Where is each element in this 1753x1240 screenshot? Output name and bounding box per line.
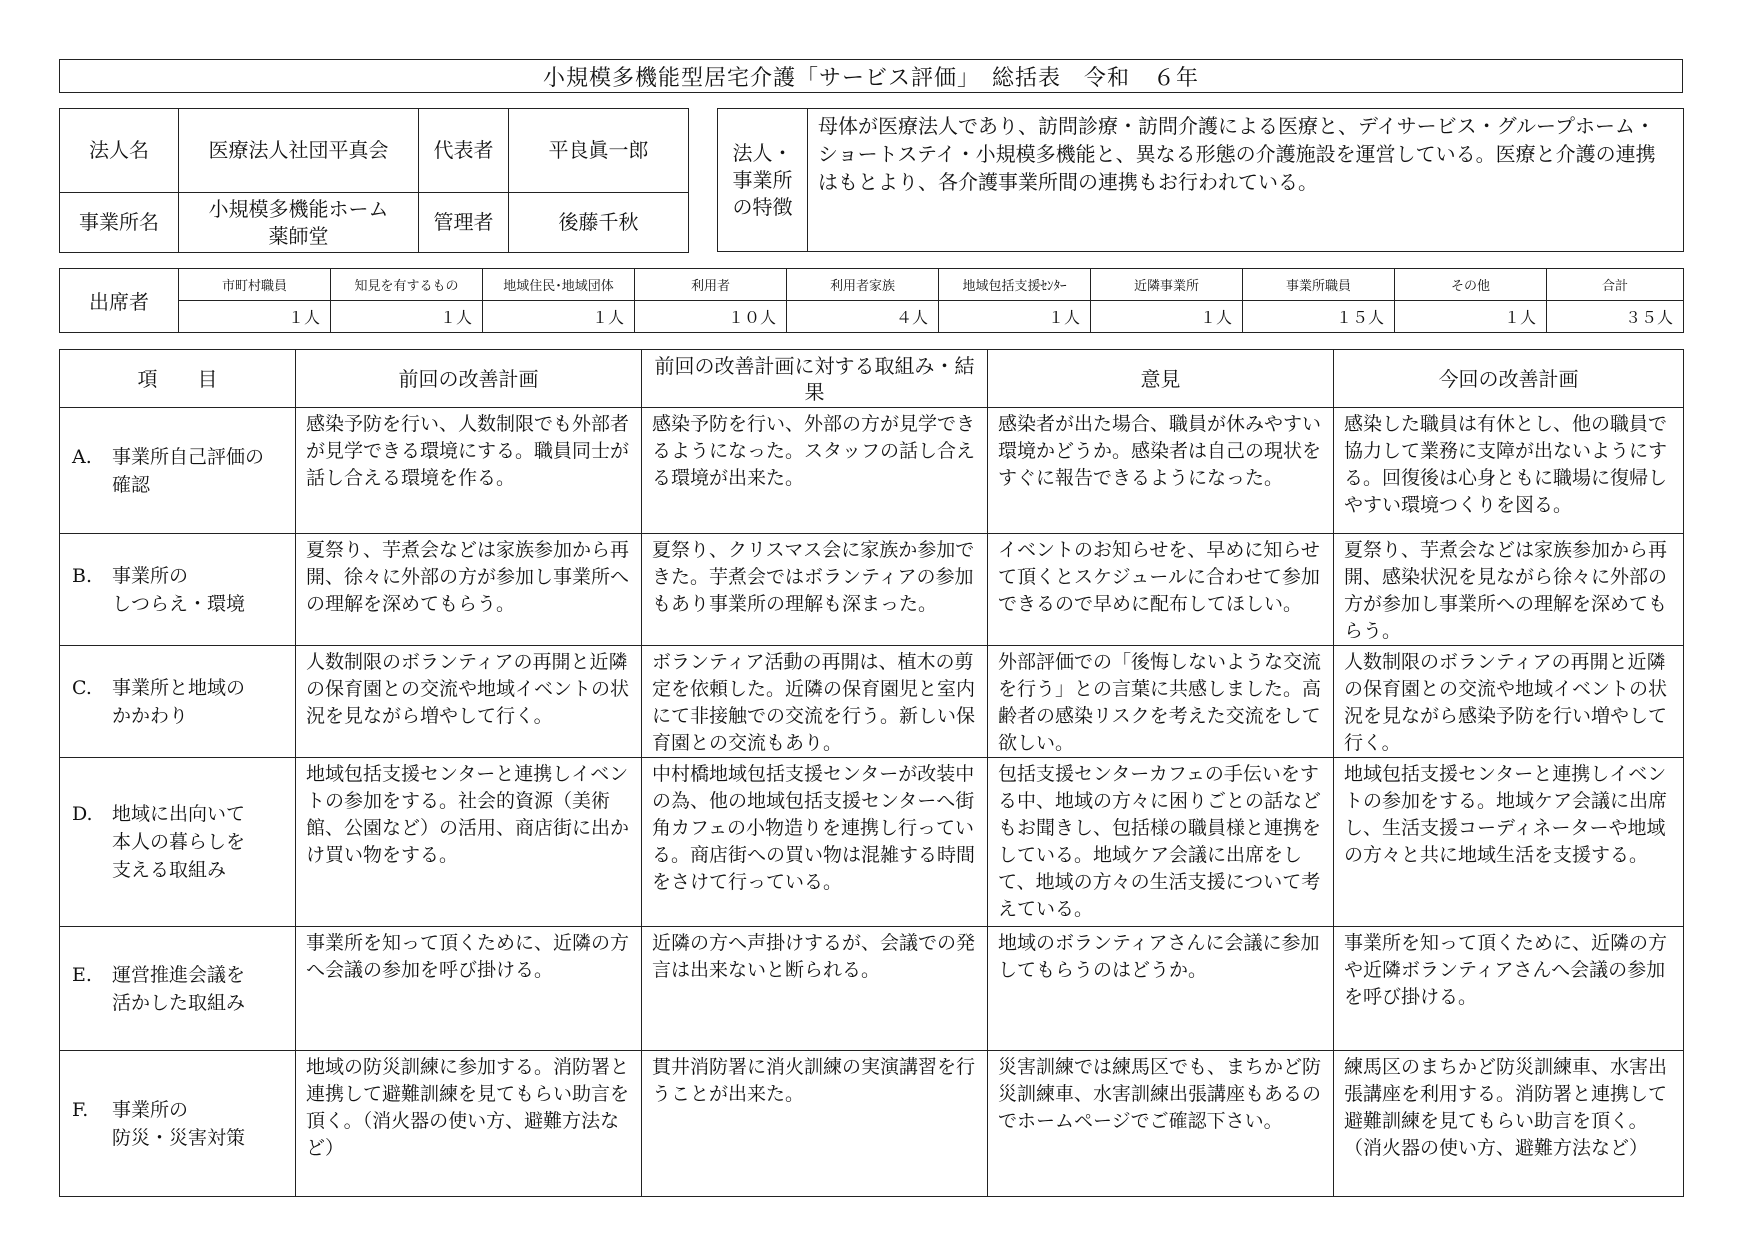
attendee-category: 地域住民･地域団体 <box>483 269 635 301</box>
attendee-category: 近隣事業所 <box>1091 269 1243 301</box>
row-prev-plan: 夏祭り、芋煮会などは家族参加から再開、徐々に外部の方が参加し事業所への理解を深めてもらう。 <box>296 534 642 646</box>
attendee-count: １人 <box>1395 301 1547 333</box>
row-new-plan: 事業所を知って頂くために、近隣の方や近隣ボランティアさんへ会議の参加を呼び掛ける。 <box>1334 927 1684 1051</box>
row-item-line: 事業所自己評価の <box>112 445 265 468</box>
row-action: ボランティア活動の再開は、植木の剪定を依頼した。近隣の保育園児と室内にて非接触での交流を行う。新しい保育園との交流もあり。 <box>642 646 988 758</box>
row-item <box>60 646 296 758</box>
office-name-value <box>179 193 419 253</box>
attendee-category: 知見を有するもの <box>331 269 483 301</box>
features-label-line: の特徴 <box>732 194 793 219</box>
attendee-category: 合計 <box>1547 269 1684 301</box>
attendee-category: その他 <box>1395 269 1547 301</box>
row-action: 近隣の方へ声掛けするが、会議での発言は出来ないと断られる。 <box>642 927 988 1051</box>
attendees-label: 出席者 <box>60 269 179 333</box>
attendee-count: １５人 <box>1243 301 1395 333</box>
row-action: 中村橋地域包括支援センターが改装中の為、他の地域包括支援センターへ街角カフェの小物造りを連携し行っている。商店街への買い物は混雑する時間をさけて行っている。 <box>642 758 988 927</box>
row-item-line: 運営推進会議を <box>112 963 246 986</box>
row-letter: B. <box>72 564 93 587</box>
row-opinion: イベントのお知らせを、早めに知らせて頂くとスケジュールに合わせて参加できるので早めに配布してほしい。 <box>988 534 1334 646</box>
attendees-table <box>59 268 1684 333</box>
attendee-category: 市町村職員 <box>179 269 331 301</box>
header-prev-plan: 前回の改善計画 <box>296 350 642 408</box>
representative-value: 平良眞一郎 <box>509 109 689 193</box>
row-item-line: しつらえ・環境 <box>112 592 246 615</box>
attendee-count: １人 <box>483 301 635 333</box>
row-prev-plan: 地域包括支援センターと連携しイベントの参加をする。社会的資源（美術館、公園など）の活用、商店街に出かけ買い物をする。 <box>296 758 642 927</box>
manager-label: 管理者 <box>419 193 509 253</box>
table-row <box>60 1051 1684 1197</box>
features-label-line: 法人・ <box>732 140 793 165</box>
row-item <box>60 534 296 646</box>
row-item-line: 支える取組み <box>112 859 227 881</box>
row-letter: F. <box>72 1098 89 1121</box>
table-row <box>60 646 1684 758</box>
attendee-category: 利用者 <box>635 269 787 301</box>
attendee-count: １人 <box>179 301 331 333</box>
row-new-plan: 夏祭り、芋煮会などは家族参加から再開、感染状況を見ながら徐々に外部の方が参加し事業所への理解を深めてもらう。 <box>1334 534 1684 646</box>
features-label <box>718 109 808 252</box>
features-table <box>717 108 1684 252</box>
row-prev-plan: 感染予防を行い、人数制限でも外部者が見学できる環境にする。職員同士が話し合える環境を作る。 <box>296 408 642 534</box>
row-item-line: 活かした取組み <box>112 991 246 1014</box>
row-item-line: 確認 <box>112 473 151 496</box>
row-action: 貫井消防署に消火訓練の実演講習を行うことが出来た。 <box>642 1051 988 1197</box>
row-prev-plan: 人数制限のボランティアの再開と近隣の保育園との交流や地域イベントの状況を見ながら増やして行く。 <box>296 646 642 758</box>
row-letter: E. <box>72 963 92 986</box>
features-text: 母体が医療法人であり、訪問診療・訪問介護による医療と、デイサービス・グループホーム・ショートステイ・小規模多機能と、異なる形態の介護施設を運営している。医療と介護の連携はもとより、各介護事業所間の連携もお行われている。 <box>808 109 1684 252</box>
attendee-category: 地域包括支援ｾﾝﾀｰ <box>939 269 1091 301</box>
header-item: 項 目 <box>60 350 296 408</box>
office-name-label: 事業所名 <box>60 193 179 253</box>
attendee-count: ４人 <box>787 301 939 333</box>
corp-name-value: 医療法人社団平真会 <box>179 109 419 193</box>
office-name-line: 薬師堂 <box>268 223 329 248</box>
attendee-category: 利用者家族 <box>787 269 939 301</box>
row-item <box>60 758 296 927</box>
row-item-line: 事業所の <box>112 564 189 587</box>
row-item-line: 事業所と地域の <box>112 676 246 699</box>
corporation-table <box>59 108 689 253</box>
row-new-plan: 人数制限のボランティアの再開と近隣の保育園との交流や地域イベントの状況を見ながら感染予防を行い増やして行く。 <box>1334 646 1684 758</box>
header-new-plan: 今回の改善計画 <box>1334 350 1684 408</box>
row-item-line: かかわり <box>112 704 189 727</box>
header-opinion: 意見 <box>988 350 1334 408</box>
features-label-line: 事業所 <box>732 167 793 192</box>
attendee-count: １人 <box>939 301 1091 333</box>
attendee-category: 事業所職員 <box>1243 269 1395 301</box>
table-row <box>60 534 1684 646</box>
office-name-line: 小規模多機能ホーム <box>208 196 389 221</box>
evaluation-table <box>59 349 1684 1197</box>
attendee-count: １０人 <box>635 301 787 333</box>
row-item <box>60 1051 296 1197</box>
row-opinion: 外部評価での「後悔しないような交流を行う」との言葉に共感しました。高齢者の感染リスクを考えた交流をして欲しい。 <box>988 646 1334 758</box>
row-letter: C. <box>72 676 92 699</box>
row-prev-plan: 地域の防災訓練に参加する。消防署と連携して避難訓練を見てもらい助言を頂く。（消火器の使い方、避難方法など） <box>296 1051 642 1197</box>
row-action: 夏祭り、クリスマス会に家族か参加できた。芋煮会ではボランティアの参加もあり事業所の理解も深まった。 <box>642 534 988 646</box>
row-new-plan: 練馬区のまちかど防災訓練車、水害出張講座を利用する。消防署と連携して避難訓練を見てもらい助言を頂く。（消火器の使い方、避難方法など） <box>1334 1051 1684 1197</box>
page-title <box>59 59 1683 93</box>
representative-label: 代表者 <box>419 109 509 193</box>
attendee-count: １人 <box>1091 301 1243 333</box>
corp-name-label: 法人名 <box>60 109 179 193</box>
row-new-plan: 地域包括支援センターと連携しイベントの参加をする。地域ケア会議に出席し、生活支援コーディネーターや地域の方々と共に地域生活を支援する。 <box>1334 758 1684 927</box>
row-item-line: 防災・災害対策 <box>112 1126 246 1149</box>
row-opinion: 地域のボランティアさんに会議に参加してもらうのはどうか。 <box>988 927 1334 1051</box>
row-letter: A. <box>72 445 92 468</box>
row-item-line: 事業所の <box>112 1098 189 1121</box>
row-prev-plan: 事業所を知って頂くために、近隣の方へ会議の参加を呼び掛ける。 <box>296 927 642 1051</box>
page-title-text: 小規模多機能型居宅介護「サービス評価」 総括表 令和 ６年 <box>542 65 1199 91</box>
row-new-plan: 感染した職員は有休とし、他の職員で協力して業務に支障が出ないようにする。回復後は心身ともに職場に復帰しやすい環境つくりを図る。 <box>1334 408 1684 534</box>
row-opinion: 災害訓練では練馬区でも、まちかど防災訓練車、水害訓練出張講座もあるのでホームページでご確認下さい。 <box>988 1051 1334 1197</box>
header-action: 前回の改善計画に対する取組み・結果 <box>642 350 988 408</box>
table-row <box>60 927 1684 1051</box>
row-item-line: 地域に出向いて <box>112 803 246 825</box>
row-item <box>60 927 296 1051</box>
table-row <box>60 408 1684 534</box>
attendee-count-total: ３５人 <box>1547 301 1684 333</box>
row-opinion: 包括支援センターカフェの手伝いをする中、地域の方々に困りごとの話などもお聞きし、包括様の職員様と連携をしている。地域ケア会議に出席をして、地域の方々の生活支援について考えている。 <box>988 758 1334 927</box>
row-opinion: 感染者が出た場合、職員が休みやすい環境かどうか。感染者は自己の現状をすぐに報告できるようになった。 <box>988 408 1334 534</box>
table-row <box>60 758 1684 927</box>
row-item <box>60 408 296 534</box>
manager-value: 後藤千秋 <box>509 193 689 253</box>
row-letter: D. <box>72 803 93 825</box>
row-action: 感染予防を行い、外部の方が見学できるようになった。スタッフの話し合える環境が出来た。 <box>642 408 988 534</box>
row-item-line: 本人の暮らしを <box>112 831 246 853</box>
attendee-count: １人 <box>331 301 483 333</box>
